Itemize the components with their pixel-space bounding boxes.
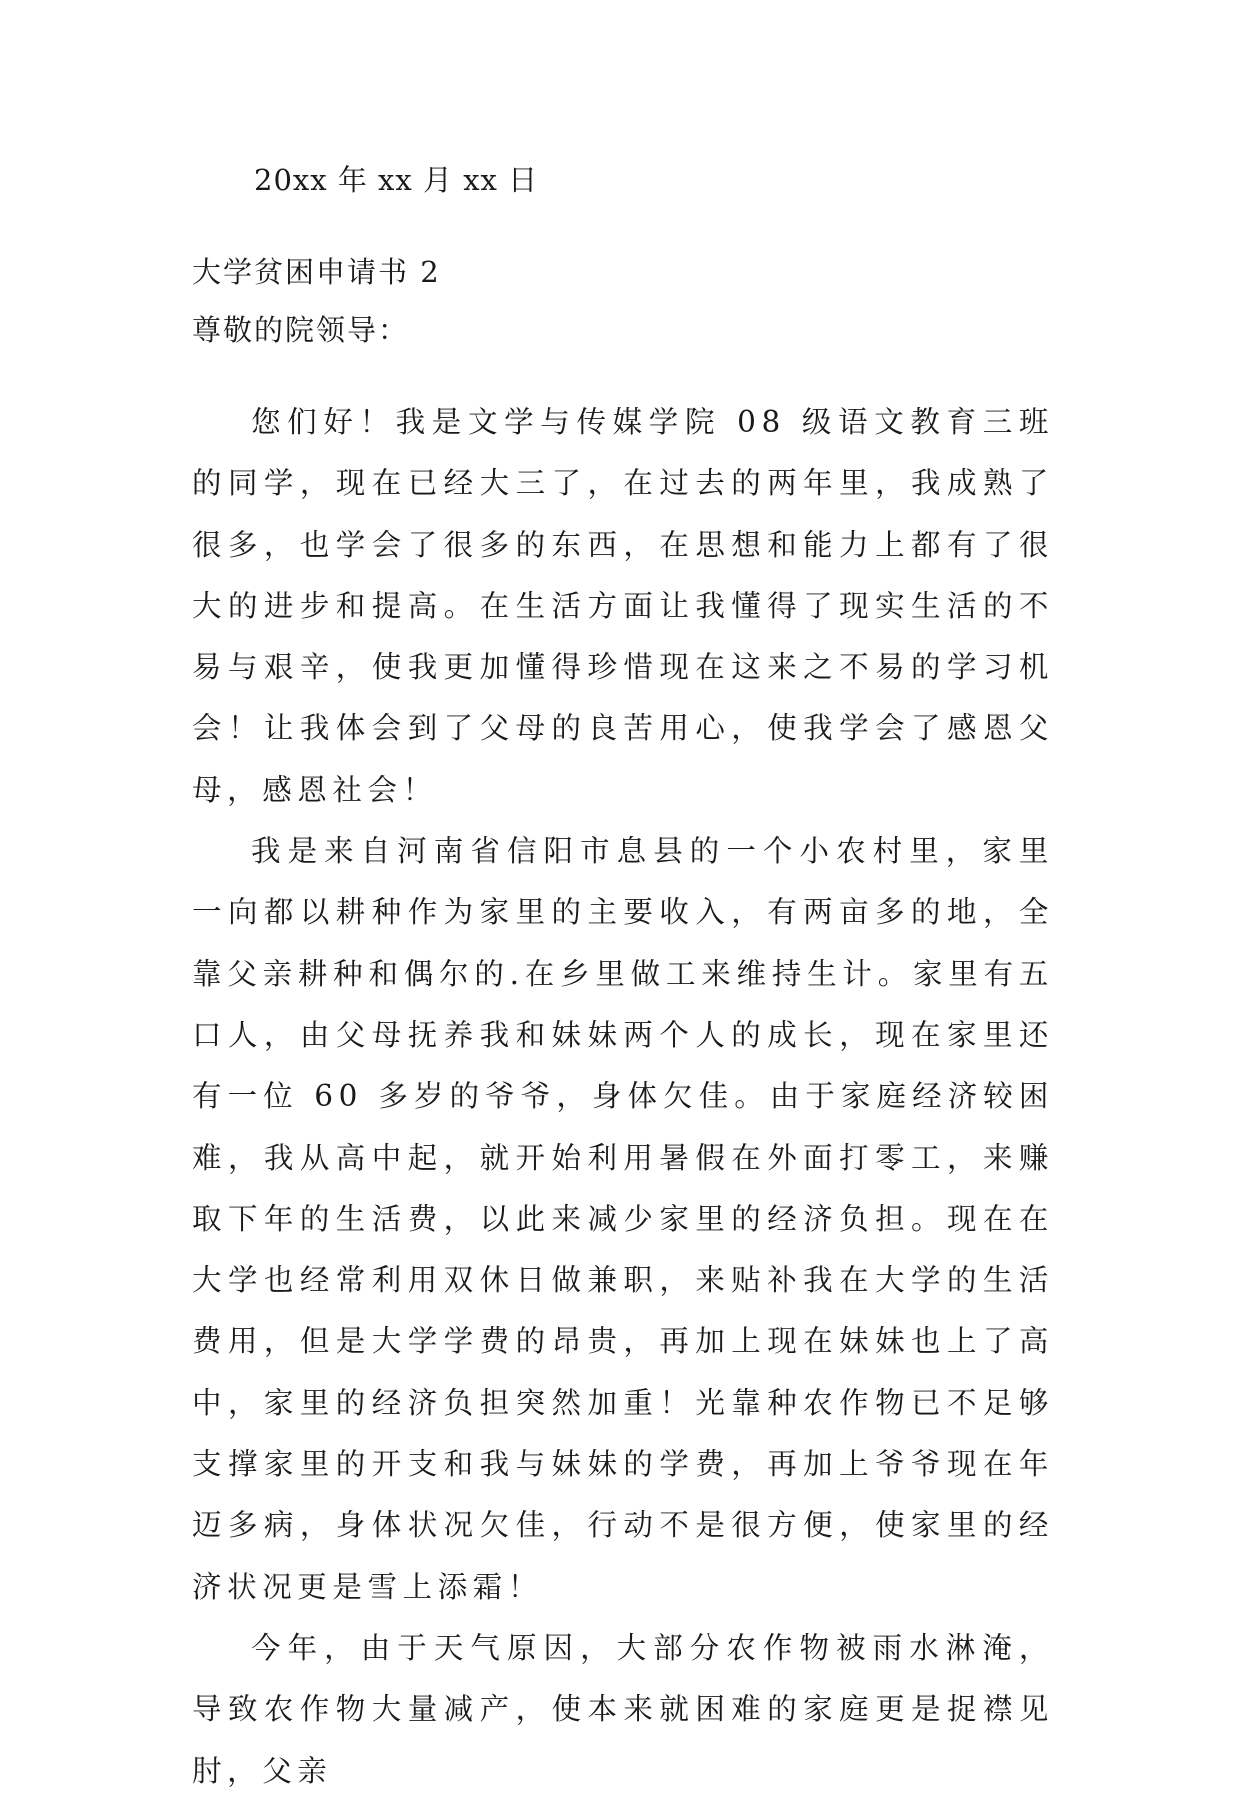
paragraph-greeting: 您们好！我是文学与传媒学院 08 级语文教育三班的同学，现在已经大三了，在过去的两年里，我成熟了很多，也学会了很多的东西，在思想和能力上都有了很大的进步和提高。在生活方面让我懂得了现实生活的不易与艰辛，使我更加懂得珍惜现在这来之不易的学习机会！让我体会到了父母的良苦用心，使我学会了感恩父母，感恩社会！ [192,405,1054,807]
paragraph-current-year: 今年，由于天气原因，大部分农作物被雨水淋淹，导致农作物大量减产，使本来就困难的家庭更是捉襟见肘，父亲 [192,1630,1054,1788]
document-title: 大学贫困申请书 2 [192,255,441,289]
salutation: 尊敬的院领导： [192,313,410,347]
letter-body [192,392,1054,1802]
paragraph-family-background: 我是来自河南省信阳市息县的一个小农村里，家里一向都以耕种作为家里的主要收入，有两亩多的地，全靠父亲耕种和偶尔的.在乡里做工来维持生计。家里有五口人，由父母抚养我和妹妹两个人的成长，现在家里还有一位 60 多岁的爷爷，身体欠佳。由于家庭经济较困难，我从高中起，就开始利用暑假在外面打零工，来赚取下年的生活费，以此来减少家里的经济负担。现在在大学也经常利用双休日做兼职，来贴补我在大学的生活费用，但是大学学费的昂贵，再加上现在妹妹也上了高中，家里的经济负担突然加重！光靠种农作物已不足够支撑家里的开支和我与妹妹的学费，再加上爷爷现在年迈多病，身体状况欠佳，行动不是很方便，使家里的经济状况更是雪上添霜！ [192,834,1054,1604]
letter-date: 20xx 年 xx 月 xx 日 [254,163,539,197]
